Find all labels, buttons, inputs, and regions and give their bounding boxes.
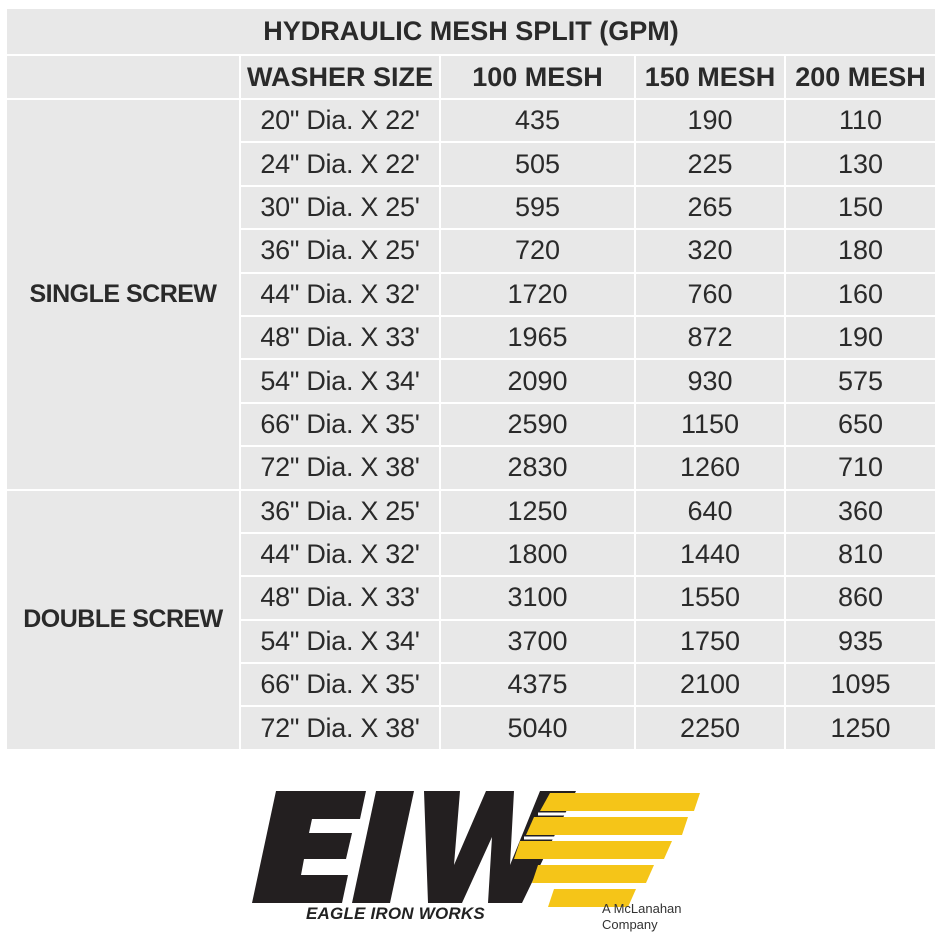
- mesh-200-cell: 575: [785, 359, 936, 402]
- eagle-iron-works-logo: [248, 785, 708, 935]
- header-150-mesh: 150 MESH: [635, 55, 785, 99]
- mesh-100-cell: 595: [440, 186, 635, 229]
- mesh-100-cell: 1965: [440, 316, 635, 359]
- washer-size-cell: 66" Dia. X 35': [240, 403, 440, 446]
- washer-size-cell: 72" Dia. X 38': [240, 446, 440, 489]
- mesh-100-cell: 2830: [440, 446, 635, 489]
- mesh-150-cell: 1550: [635, 576, 785, 619]
- mesh-200-cell: 650: [785, 403, 936, 446]
- table-title: HYDRAULIC MESH SPLIT (GPM): [6, 8, 936, 55]
- mesh-100-cell: 4375: [440, 663, 635, 706]
- mesh-150-cell: 225: [635, 142, 785, 185]
- table-title-row: [6, 8, 936, 55]
- washer-size-cell: 36" Dia. X 25': [240, 490, 440, 533]
- mesh-200-cell: 935: [785, 620, 936, 663]
- mesh-150-cell: 320: [635, 229, 785, 272]
- mesh-100-cell: 2590: [440, 403, 635, 446]
- mesh-150-cell: 1150: [635, 403, 785, 446]
- mesh-100-cell: 1800: [440, 533, 635, 576]
- mesh-150-cell: 1750: [635, 620, 785, 663]
- table-header-row: [6, 55, 936, 99]
- mesh-150-cell: 930: [635, 359, 785, 402]
- mesh-100-cell: 3100: [440, 576, 635, 619]
- washer-size-cell: 24" Dia. X 22': [240, 142, 440, 185]
- mesh-100-cell: 5040: [440, 706, 635, 749]
- washer-size-cell: 20" Dia. X 22': [240, 99, 440, 142]
- logo-brand-name: EAGLE IRON WORKS: [306, 904, 485, 923]
- table-row: [6, 490, 936, 533]
- logo-company-note: [602, 901, 682, 933]
- mesh-200-cell: 160: [785, 273, 936, 316]
- mesh-200-cell: 1095: [785, 663, 936, 706]
- washer-size-cell: 54" Dia. X 34': [240, 359, 440, 402]
- mesh-200-cell: 130: [785, 142, 936, 185]
- header-100-mesh: 100 MESH: [440, 55, 635, 99]
- mesh-200-cell: 810: [785, 533, 936, 576]
- mesh-150-cell: 265: [635, 186, 785, 229]
- mesh-150-cell: 640: [635, 490, 785, 533]
- logo-wing-icon: [514, 793, 700, 907]
- mesh-150-cell: 2100: [635, 663, 785, 706]
- mesh-150-cell: 1260: [635, 446, 785, 489]
- mesh-200-cell: 710: [785, 446, 936, 489]
- header-200-mesh: 200 MESH: [785, 55, 936, 99]
- logo-note-line2: Company: [602, 917, 658, 932]
- washer-size-cell: 30" Dia. X 25': [240, 186, 440, 229]
- header-washer-size: WASHER SIZE: [240, 55, 440, 99]
- washer-size-cell: 48" Dia. X 33': [240, 576, 440, 619]
- mesh-100-cell: 3700: [440, 620, 635, 663]
- washer-size-cell: 66" Dia. X 35': [240, 663, 440, 706]
- mesh-150-cell: 2250: [635, 706, 785, 749]
- washer-size-cell: 48" Dia. X 33': [240, 316, 440, 359]
- mesh-200-cell: 190: [785, 316, 936, 359]
- mesh-150-cell: 190: [635, 99, 785, 142]
- washer-size-cell: 72" Dia. X 38': [240, 706, 440, 749]
- mesh-100-cell: 720: [440, 229, 635, 272]
- mesh-150-cell: 872: [635, 316, 785, 359]
- washer-size-cell: 44" Dia. X 32': [240, 273, 440, 316]
- group-label-single-screw: SINGLE SCREW: [6, 99, 240, 490]
- washer-size-cell: 54" Dia. X 34': [240, 620, 440, 663]
- mesh-200-cell: 360: [785, 490, 936, 533]
- mesh-200-cell: 150: [785, 186, 936, 229]
- mesh-100-cell: 505: [440, 142, 635, 185]
- mesh-split-table-container: [5, 7, 935, 751]
- mesh-split-table: [5, 7, 937, 751]
- washer-size-cell: 44" Dia. X 32': [240, 533, 440, 576]
- group-label-double-screw: DOUBLE SCREW: [6, 490, 240, 750]
- mesh-100-cell: 1250: [440, 490, 635, 533]
- mesh-100-cell: 1720: [440, 273, 635, 316]
- mesh-150-cell: 1440: [635, 533, 785, 576]
- mesh-150-cell: 760: [635, 273, 785, 316]
- header-blank-cell: [6, 55, 240, 99]
- logo-letter-e: [252, 791, 366, 903]
- mesh-100-cell: 435: [440, 99, 635, 142]
- mesh-200-cell: 180: [785, 229, 936, 272]
- mesh-200-cell: 110: [785, 99, 936, 142]
- table-row: [6, 99, 936, 142]
- washer-size-cell: 36" Dia. X 25': [240, 229, 440, 272]
- mesh-100-cell: 2090: [440, 359, 635, 402]
- mesh-200-cell: 860: [785, 576, 936, 619]
- logo-note-line1: A McLanahan: [602, 901, 682, 916]
- mesh-200-cell: 1250: [785, 706, 936, 749]
